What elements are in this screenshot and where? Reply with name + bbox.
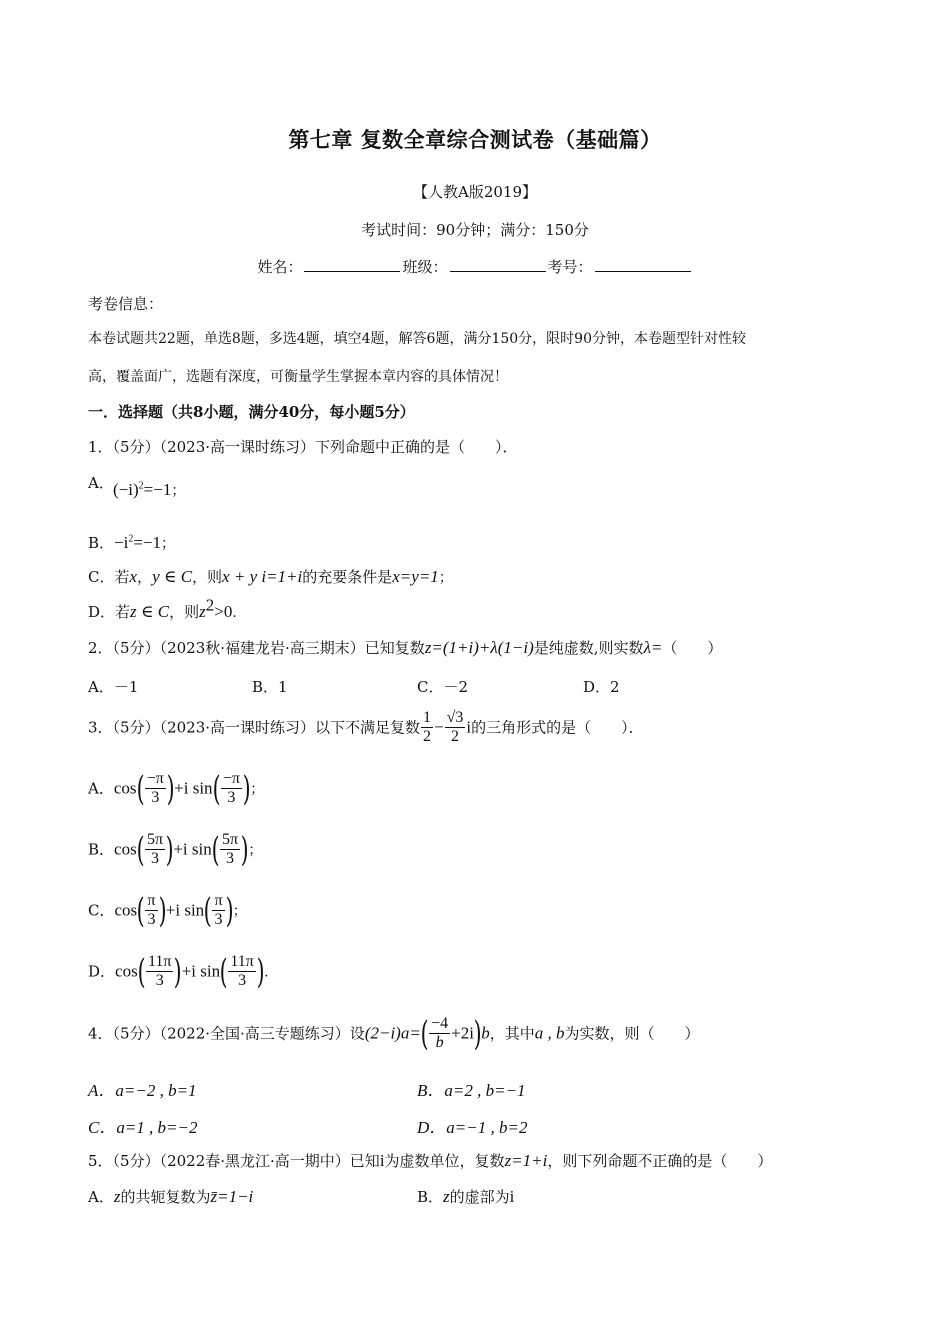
expr: i xyxy=(379,1151,385,1170)
expr-rhs: >0 xyxy=(214,602,233,621)
var: x xyxy=(129,567,138,586)
option-label: A． xyxy=(88,474,114,492)
q3-option-c: C．cos( $\frac{\pi}{3}$ )+i sin( $\frac{\pi}{3}$ )； xyxy=(88,890,247,931)
q2-option-b: B．1 xyxy=(252,678,288,696)
q4-option-c: C．a=1 , b=−2 xyxy=(88,1118,198,1137)
info-heading: 考卷信息： xyxy=(88,295,164,313)
text: 的充要条件是 xyxy=(302,568,393,586)
expr: z ∈ C xyxy=(130,602,170,621)
expr: z xyxy=(199,602,206,621)
text: i xyxy=(466,717,472,737)
expr: y ∈ C xyxy=(152,567,193,586)
q1-option-a-expr: $(-i)^2=-1$； xyxy=(113,480,186,499)
info-line-2: 高，覆盖面广，选题有深度，可衡量学生掌握本章内容的具体情况！ xyxy=(88,369,508,385)
q3-option-a: A．cos( $\frac{-\pi}{3}$ )+i sin( $\frac{-\pi}{3}$ )； xyxy=(88,768,265,809)
q2-option-c: C．－2 xyxy=(417,678,469,696)
q3-option-d: D．cos( $\frac{11\pi}{3}$ )+i sin( $\frac{11\pi}{3}$ ). xyxy=(88,951,269,992)
q5-option-b: B．z的虚部为i xyxy=(417,1187,515,1206)
q1-option-d: D．若z ∈ C，则$z^2>0$. xyxy=(88,595,237,621)
expr: z=(1+i)+λ(1−i) xyxy=(424,638,534,657)
q2-option-a: A．－1 xyxy=(88,678,139,696)
expr-text: −i xyxy=(118,480,133,499)
name-blank xyxy=(304,257,400,272)
student-fields xyxy=(0,256,950,277)
q4-option-a: A．a=−2 , b=1 xyxy=(88,1081,197,1100)
text: ，其中 xyxy=(489,1024,535,1043)
q1-option-a xyxy=(88,472,114,493)
q5-option-a: A．z的共轭复数为z̄=1−i xyxy=(88,1187,254,1206)
expr-rhs: =−1 xyxy=(133,533,162,552)
q4-option-d: D．a=−1 , b=2 xyxy=(417,1118,528,1137)
q2-option-d: D．2 xyxy=(583,678,620,696)
q3-stem xyxy=(88,709,644,747)
q3-option-b: B．cos( $\frac{5\pi}{3}$ )+i sin( $\frac{5\pi}{3}$ )； xyxy=(88,829,263,870)
class-blank xyxy=(450,257,546,272)
q4-stem: 4．（5分）（2022·全国·高三专题练习）设(2−i)a=( $\frac{-4}{b}$ +2i)b，其中a , b为实数，则（ ） xyxy=(88,1013,700,1054)
fraction: $\frac{√3}{2}$ xyxy=(446,709,464,746)
expr-text: −i xyxy=(114,533,129,552)
expr: λ= xyxy=(643,638,663,657)
text: 5．（5分）（2022春·黑龙江·高一期中）已知 xyxy=(88,1152,380,1170)
text: 3．（5分）（2023·高一课时练习）以下不满足复数 xyxy=(88,718,421,737)
option-label: C． xyxy=(88,568,115,586)
text: 为实数，则（ ） xyxy=(564,1024,700,1043)
fraction: $\frac{-4}{b}$ xyxy=(431,1015,449,1052)
text: ，则 xyxy=(192,568,223,586)
text: 2．（5分）（2023秋·福建龙岩·高三期末）已知复数 xyxy=(88,639,425,657)
q1-option-b: B．$-i^2=-1$； xyxy=(88,533,176,552)
section-heading: 一．选择题（共8小题，满分40分，每小题5分） xyxy=(88,403,415,421)
class-label: 班级： xyxy=(402,258,448,276)
expr: x + y i=1+i xyxy=(222,567,303,586)
text: （ ） xyxy=(662,639,723,657)
q1-stem: 1．（5分）（2023·高一课时练习）下列命题中正确的是（ ）． xyxy=(88,438,518,456)
text: 若 xyxy=(115,603,131,621)
option-label: D． xyxy=(88,603,116,621)
info-line-1: 本卷试题共22题，单选8题，多选4题，填空4题，解答6题，满分150分，限时90分钟，本卷题型针对性较 xyxy=(88,331,746,347)
text: 的三角形式的是（ ）． xyxy=(471,718,644,737)
name-label: 姓名： xyxy=(257,258,303,276)
expr: z=1+i xyxy=(504,1151,548,1170)
q4-option-b: B．a=2 , b=−1 xyxy=(417,1081,526,1100)
exam-info: 考试时间：90分钟；满分：150分 xyxy=(361,221,589,239)
text: − xyxy=(434,717,444,737)
q5-stem xyxy=(88,1150,772,1171)
text: 若 xyxy=(114,568,130,586)
text: 为虚数单位，复数 xyxy=(384,1152,505,1170)
page-title: 第七章 复数全章综合测试卷（基础篇） xyxy=(288,127,662,152)
text: ， xyxy=(137,568,153,586)
text: +2i xyxy=(451,1023,474,1043)
expr: a , b xyxy=(534,1023,565,1043)
fraction: $\frac{1}{2}$ xyxy=(423,709,432,746)
number-blank xyxy=(595,257,691,272)
number-label: 考号： xyxy=(547,258,593,276)
edition-label: 【人教A版2019】 xyxy=(412,183,537,201)
text: ，则下列命题不正确的是（ ） xyxy=(547,1152,773,1170)
q2-stem xyxy=(88,637,722,658)
expr-rhs: =−1 xyxy=(143,480,172,499)
var: b xyxy=(481,1023,490,1043)
expr: x=y=1 xyxy=(392,567,439,586)
text: 是纯虚数,则实数 xyxy=(533,639,644,657)
option-label: B． xyxy=(88,534,115,552)
text: ，则 xyxy=(169,603,200,621)
expr: (2−i)a= xyxy=(364,1023,421,1043)
text: 4．（5分）（2022·全国·高三专题练习）设 xyxy=(88,1024,365,1043)
q1-option-c: C．若x，y ∈ C，则x + y i=1+i的充要条件是x=y=1； xyxy=(88,567,453,586)
